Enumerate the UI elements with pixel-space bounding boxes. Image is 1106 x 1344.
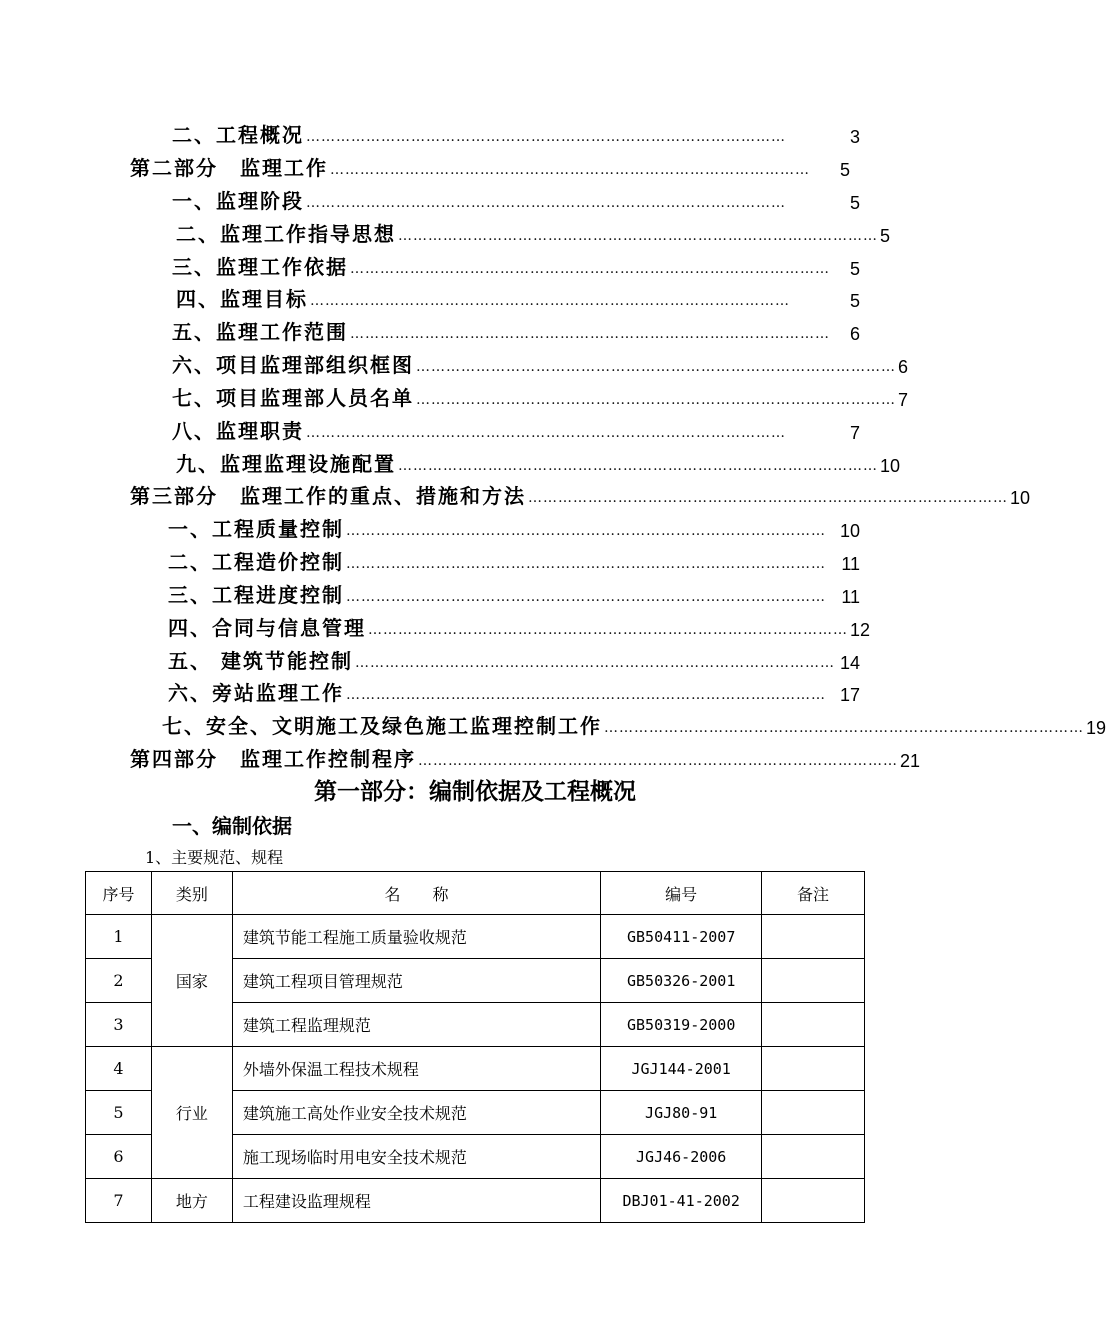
toc-leader: …………………………………………………………………………………… (350, 326, 830, 342)
toc-leader: …………………………………………………………………………………… (416, 359, 896, 375)
toc-entry-title: 第二部分 监理工作 (130, 156, 328, 180)
toc-entry-title: 九、监理监理设施配置 (176, 452, 396, 476)
cell-code: JGJ46-2006 (601, 1135, 762, 1179)
toc-entry[interactable] (168, 644, 860, 674)
toc-entry-page: 3 (849, 127, 860, 147)
toc-entry-title: 三、监理工作依据 (172, 255, 348, 279)
cell-name: 建筑工程监理规范 (232, 1003, 600, 1047)
toc-entry-page: 10 (1010, 488, 1031, 508)
cell-no: 1 (86, 915, 152, 959)
toc-entry[interactable] (172, 118, 860, 148)
cell-note (762, 1091, 865, 1135)
cell-category: 国家 (151, 915, 232, 1047)
toc-entry-page: 5 (849, 193, 860, 213)
cell-name: 建筑施工高处作业安全技术规范 (232, 1091, 600, 1135)
toc-entry[interactable] (168, 512, 860, 542)
cell-no: 4 (86, 1047, 152, 1091)
toc-leader: …………………………………………………………………………………… (346, 589, 826, 605)
cell-note (762, 1179, 865, 1223)
toc-entry-page: 6 (898, 357, 909, 377)
header-note: 备注 (762, 872, 865, 915)
toc-entry-page: 12 (850, 620, 871, 640)
table-header-row (86, 872, 865, 915)
toc-leader: …………………………………………………………………………………… (350, 261, 830, 277)
toc-entry[interactable] (172, 348, 909, 378)
toc-entry[interactable] (172, 315, 860, 345)
cell-note (762, 915, 865, 959)
toc-entry-title: 七、安全、文明施工及绿色施工监理控制工作 (162, 714, 602, 738)
cell-note (762, 959, 865, 1003)
toc-entry-page: 11 (841, 554, 860, 574)
cell-code: JGJ144-2001 (601, 1047, 762, 1091)
toc-entry[interactable] (130, 479, 1031, 509)
toc-entry-title: 六、项目监理部组织框图 (172, 353, 414, 377)
toc-entry[interactable] (172, 381, 909, 411)
section-title: 一、编制依据 (172, 814, 292, 838)
toc-entry-title: 四、合同与信息管理 (168, 616, 366, 640)
toc-leader: …………………………………………………………………………………… (306, 195, 786, 211)
toc-entry-page: 10 (880, 456, 901, 476)
toc-entry-page: 14 (839, 653, 860, 673)
toc-entry-page: 7 (898, 390, 909, 410)
toc-entry-title: 二、监理工作指导思想 (176, 222, 396, 246)
cell-category: 地方 (151, 1179, 232, 1223)
toc-entry[interactable] (176, 217, 891, 247)
toc-entry[interactable] (172, 184, 860, 214)
cell-no: 6 (86, 1135, 152, 1179)
toc-entry-page: 19 (1086, 718, 1106, 738)
toc-entry[interactable] (168, 676, 860, 706)
toc-entry[interactable] (162, 709, 1106, 739)
header-name: 名 称 (232, 872, 600, 915)
toc-entry-title: 第四部分 监理工作控制程序 (130, 747, 416, 771)
toc-leader: …………………………………………………………………………………… (418, 753, 898, 769)
toc-entry-page: 5 (839, 160, 850, 180)
toc-entry-title: 七、项目监理部人员名单 (172, 386, 414, 410)
toc-entry-title: 四、监理目标 (176, 287, 308, 311)
toc-entry[interactable] (168, 611, 871, 641)
toc-leader: …………………………………………………………………………………… (330, 162, 810, 178)
toc-entry-title: 一、监理阶段 (172, 189, 304, 213)
toc-entry-title: 二、工程概况 (172, 123, 304, 147)
cell-category: 行业 (151, 1047, 232, 1179)
cell-code: GB50326-2001 (601, 959, 762, 1003)
sub-title: 1、主要规范、规程 (145, 848, 284, 867)
toc-leader: …………………………………………………………………………………… (398, 228, 878, 244)
spec-table (85, 871, 865, 1223)
toc-entry[interactable] (130, 151, 850, 181)
toc-entry-title: 八、监理职责 (172, 419, 304, 443)
toc-entry-title: 六、旁站监理工作 (168, 681, 344, 705)
table-row (86, 1179, 865, 1223)
cell-code: JGJ80-91 (601, 1091, 762, 1135)
toc-leader: …………………………………………………………………………………… (354, 655, 835, 671)
cell-code: GB50319-2000 (601, 1003, 762, 1047)
toc-leader: …………………………………………………………………………………… (346, 523, 826, 539)
toc-entry[interactable] (172, 250, 860, 280)
cell-code: DBJ01-41-2002 (601, 1179, 762, 1223)
toc-entry-title: 一、工程质量控制 (168, 517, 344, 541)
cell-no: 2 (86, 959, 152, 1003)
toc-entry[interactable] (176, 447, 901, 477)
toc-entry-page: 17 (839, 685, 860, 705)
cell-note (762, 1135, 865, 1179)
cell-name: 工程建设监理规程 (232, 1179, 600, 1223)
cell-code: GB50411-2007 (601, 915, 762, 959)
toc-leader: …………………………………………………………………………………… (346, 687, 826, 703)
toc-leader: …………………………………………………………………………………… (368, 622, 848, 638)
cell-name: 外墙外保温工程技术规程 (232, 1047, 600, 1091)
table-row (86, 915, 865, 959)
header-no: 序号 (86, 872, 152, 915)
toc-entry[interactable] (168, 578, 860, 608)
toc-leader: …………………………………………………………………………………… (306, 129, 786, 145)
toc-leader: …………………………………………………………………………………… (416, 392, 896, 408)
toc-leader: …………………………………………………………………………………… (346, 556, 826, 572)
toc-entry[interactable] (172, 414, 860, 444)
toc-leader: …………………………………………………………………………………… (398, 458, 878, 474)
toc-entry-page: 10 (839, 521, 860, 541)
toc-leader: …………………………………………………………………………………… (310, 293, 790, 309)
toc-entry-title: 第三部分 监理工作的重点、措施和方法 (130, 484, 526, 508)
header-code: 编号 (601, 872, 762, 915)
cell-name: 建筑工程项目管理规范 (232, 959, 600, 1003)
toc-entry[interactable] (168, 545, 860, 575)
toc-entry-title: 五、监理工作范围 (172, 320, 348, 344)
toc-entry-page: 7 (849, 423, 860, 443)
toc-leader: …………………………………………………………………………………… (604, 720, 1084, 736)
cell-note (762, 1047, 865, 1091)
toc-leader: …………………………………………………………………………………… (306, 425, 786, 441)
part-title: 第一部分：编制依据及工程概况 (314, 779, 636, 805)
header-category: 类别 (151, 872, 232, 915)
cell-note (762, 1003, 865, 1047)
toc-entry-page: 21 (900, 751, 921, 771)
cell-no: 7 (86, 1179, 152, 1223)
toc-entry[interactable] (130, 742, 921, 772)
toc-entry[interactable] (176, 282, 860, 312)
toc-entry-page: 5 (880, 226, 891, 246)
cell-no: 5 (86, 1091, 152, 1135)
toc-entry-title: 二、工程造价控制 (168, 550, 344, 574)
cell-no: 3 (86, 1003, 152, 1047)
toc-entry-title: 五、 建筑节能控制 (168, 649, 353, 673)
table-row (86, 1047, 865, 1091)
cell-name: 施工现场临时用电安全技术规范 (232, 1135, 600, 1179)
toc-entry-page: 11 (841, 587, 860, 607)
toc-entry-page: 6 (849, 324, 860, 344)
cell-name: 建筑节能工程施工质量验收规范 (232, 915, 600, 959)
toc-entry-page: 5 (849, 259, 860, 279)
toc-entry-page: 5 (849, 291, 860, 311)
toc-entry-title: 三、工程进度控制 (168, 583, 344, 607)
toc-leader: …………………………………………………………………………………… (528, 490, 1008, 506)
